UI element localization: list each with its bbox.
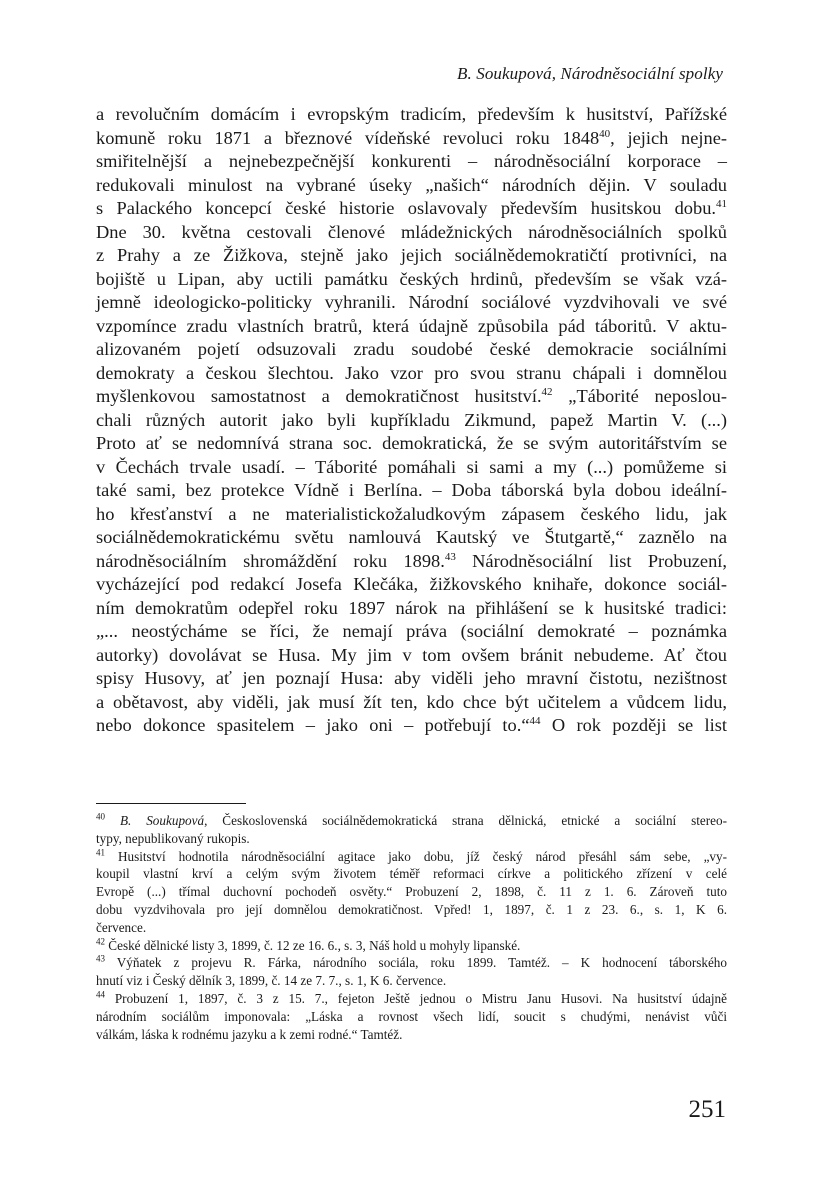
- line-text: smiřitelnější a nejnebezpečnější konkurenti – národněsociální korporace –: [96, 151, 727, 171]
- body-line: [96, 338, 727, 362]
- footnote-number: 42: [96, 936, 105, 947]
- body-line: [96, 550, 727, 574]
- line-text: vzpomínce zradu vlastních bratrů, která údajně způsobila pád táboritů. V aktu-: [96, 315, 727, 336]
- footnote-line: [96, 972, 727, 990]
- footnote-ref: 42: [541, 385, 553, 398]
- line-text: demokraty a českou šlechtou. Jako vzor pro svou stranu chápali i domnělou: [96, 362, 727, 383]
- body-line: [96, 409, 727, 433]
- footnote-number: 43: [96, 953, 105, 964]
- footnote-line: [96, 865, 727, 883]
- line-text: jemně ideologicko-politicky vyhranili. Národní sociálové vyzdvihovali ve své: [96, 292, 727, 312]
- body-line: [96, 244, 727, 268]
- body-line: [96, 315, 727, 339]
- footnote-text: B. Soukupová, Československá sociálnědemokratická strana dělnická, etnické a sociální stereo-: [119, 813, 728, 828]
- body-line: [96, 644, 727, 668]
- line-text: z Prahy a ze Žižkova, stejně jako jejich sociálnědemokratičtí protivníci, na: [96, 245, 727, 265]
- footnote-line: [96, 1026, 727, 1044]
- footnote-text: Výňatek z projevu R. Fárka, národního sociála, roku 1899. Tamtéž. – K hodnocení táborského: [116, 955, 727, 971]
- line-text: Dne 30. května cestovali členové mládežnických národněsociálních spolků: [96, 221, 727, 242]
- footnote-line: [96, 990, 727, 1008]
- footnote-text: Evropě (...) třímal duchovní pochodeň osvěty.“ Probuzení 2, 1898, č. 11 z 1. 6. Zároveň tuto: [96, 884, 727, 900]
- line-text: „... neostýcháme se říci, že nemají práva (sociální demokraté – poznámka: [96, 621, 727, 641]
- footnote-ref: 40: [599, 127, 611, 140]
- footnote: [96, 954, 727, 990]
- footnote-number: 41: [96, 847, 105, 858]
- footnote: [96, 848, 727, 937]
- body-line: [96, 362, 727, 386]
- footnote-text: Probuzení 1, 1897, č. 3 z 15. 7., fejeton Ještě jednou o Mistru Janu Husovi. Na husitství údajně: [114, 990, 728, 1006]
- line-text: Proto ať se nedomnívá strana soc. demokratická, že se svým autoritářstvím se: [96, 433, 727, 453]
- body-line: [96, 385, 727, 409]
- body-line: [96, 597, 727, 621]
- body-line: [96, 456, 727, 480]
- footnote-line: [96, 848, 727, 866]
- footnotes: [96, 812, 727, 1043]
- body-line: [96, 503, 727, 527]
- line-text: nebo dokonce spasitelem – jako oni – potřebují to.“: [96, 715, 530, 735]
- footnote-text: České dělnické listy 3, 1899, č. 12 ze 16. 6., s. 3, Náš hold u mohyly lipanské.: [108, 937, 521, 953]
- footnote-text: národním sociálům imponovala: „Láska a rovnost všech lidí, soucit s chudými, nenávist vůči: [96, 1008, 727, 1024]
- body-line: [96, 197, 727, 221]
- line-text: spisy Husovy, ať jen poznají Husa: aby viděli jeho mravní čistotu, nezištnost: [96, 668, 727, 688]
- line-text: vycházející pod redakcí Josefa Klečáka, žižkovského knihaře, dokonce sociál-: [96, 574, 727, 594]
- footnote-rule: [96, 803, 246, 804]
- footnote-number: 40: [96, 811, 105, 822]
- body-line: [96, 174, 727, 198]
- line-text: a obětavost, aby viděli, jak musí žít ten, kdo chce být učitelem a vůdcem lidu,: [96, 691, 727, 712]
- footnote-text: hnutí viz i Český dělník 3, 1899, č. 14 ze 7. 7., s. 1, K 6. července.: [96, 973, 447, 989]
- line-text: myšlenkovou samostatnost a demokratičnost husitství.: [96, 386, 542, 406]
- footnote-ref: 41: [716, 197, 727, 210]
- footnote-line: [96, 919, 727, 937]
- footnote-line: [96, 901, 727, 919]
- line-text: komuně roku 1871 a březnové vídeňské revoluci roku 1848: [96, 127, 600, 148]
- footnote-text: Husitství hodnotila národněsociální agitace jako dobu, jíž český národ přesáhl sám sebe, „vy-: [117, 848, 728, 864]
- body-line: [96, 479, 727, 503]
- footnote: [96, 812, 727, 848]
- footnote-text: válkám, láska k rodnému jazyku a k zemi rodné.“ Tamtéž.: [96, 1026, 403, 1042]
- line-text: sociálnědemokratickému světu namlouvá Kautský ve Štutgartě,“ zaznělo na: [96, 527, 727, 547]
- line-text: „Táborité neposlou-: [552, 386, 728, 406]
- body-line: [96, 714, 727, 738]
- footnote-number: 44: [96, 989, 105, 1000]
- line-text: autorky) dovolávat se Husa. My jim v tom ovšem bránit nebudeme. Ať čtou: [96, 644, 727, 665]
- body-line: [96, 103, 727, 127]
- footnote-line: [96, 830, 727, 848]
- footnote-ref: 44: [529, 714, 541, 727]
- body-line: [96, 620, 727, 644]
- line-text: redukovali minulost na vybrané úseky „našich“ národních dějin. V souladu: [96, 174, 727, 195]
- body-text: [96, 103, 727, 738]
- body-line: [96, 432, 727, 456]
- footnote-text: dobu vyzdvihovala pro její domnělou demokratičnost. Vpřed! 1, 1897, č. 1 z 23. 6., s. 1, K 6.: [96, 901, 727, 917]
- footnote: [96, 990, 727, 1043]
- footnote-text: typy, nepublikovaný rukopis.: [96, 830, 250, 846]
- footnote: [96, 937, 727, 955]
- footnote-text: července.: [96, 919, 147, 935]
- page-number: 251: [688, 1096, 726, 1123]
- body-line: [96, 268, 727, 292]
- footnote-line: [96, 883, 727, 901]
- footnote-line: [96, 937, 727, 955]
- body-line: [96, 291, 727, 315]
- body-line: [96, 127, 727, 151]
- line-text: Národněsociální list Probuzení,: [455, 550, 727, 571]
- body-line: [96, 221, 727, 245]
- line-text: a revolučním domácím i evropským tradicím, především k husitství, Pařížské: [96, 104, 727, 124]
- line-text: národněsociálním shromáždění roku 1898.: [96, 550, 445, 571]
- line-text: s Palackého koncepcí české historie oslavovaly především husitskou dobu.: [96, 198, 716, 218]
- line-text: chali různých autorit jako byli kupříkladu Zikmund, papež Martin V. (...): [96, 409, 727, 430]
- footnote-line: [96, 954, 727, 972]
- line-text: alizovaném pojetí odsuzovali zradu soudobé české demokracie sociálními: [96, 339, 727, 359]
- body-line: [96, 573, 727, 597]
- body-line: [96, 526, 727, 550]
- footnote-line: [96, 1008, 727, 1026]
- line-text: O rok později se list: [540, 715, 727, 735]
- line-text: ním demokratům odepřel roku 1897 nárok na přihlášení se k husitské tradici:: [96, 597, 727, 618]
- line-text: bojiště u Lipan, aby uctili památku českých hrdinů, především se však vzá-: [96, 268, 727, 289]
- line-text: v Čechách trvale usadí. – Táborité pomáhali si sami a my (...) pomůžeme si: [96, 456, 727, 477]
- line-text: , jejich nejne-: [610, 127, 728, 148]
- line-text: ho křesťanství a ne materialistickožaludkovým zápasem českého lidu, jak: [96, 503, 727, 524]
- body-line: [96, 150, 727, 174]
- footnote-line: [96, 812, 727, 830]
- footnote-ref: 43: [444, 550, 456, 563]
- running-head: B. Soukupová, Národněsociální spolky: [457, 64, 723, 83]
- body-line: [96, 691, 727, 715]
- line-text: také sami, bez protekce Vídně i Berlína. – Doba táborská byla dobou ideální-: [96, 480, 727, 500]
- footnote-text: koupil vlastní krví a celým svým životem téměř reformaci církve a politického zřízení v celé: [96, 866, 727, 882]
- body-line: [96, 667, 727, 691]
